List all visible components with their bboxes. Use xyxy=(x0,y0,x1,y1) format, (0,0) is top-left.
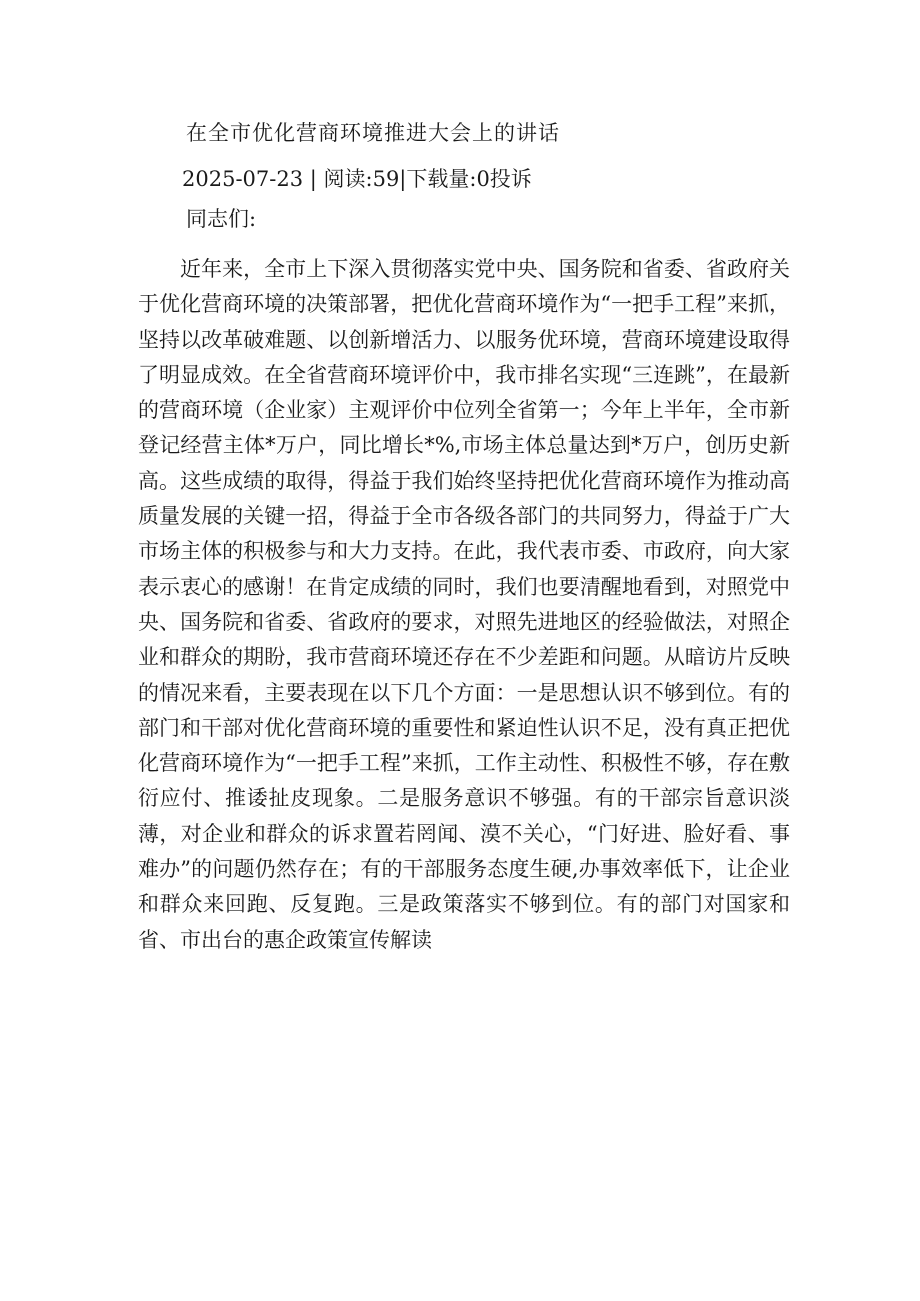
document-meta: 2025-07-23 | 阅读:59|下载量:0投诉 xyxy=(182,167,532,191)
body-paragraph: 近年来，全市上下深入贯彻落实党中央、国务院和省委、省政府关于优化营商环境的决策部署，把优化营商环境作为“一把手工程”来抓，坚持以改革破难题、以创新增活力、以服务优环境，营商环境建设取得了明显成效。在全省营商环境评价中，我市排名实现“三连跳”，在最新的营商环境（企业家）主观评价中位列全省第一；今年上半年，全市新登记经营主体*万户，同比增长*%,市场主体总量达到*万户，创历史新高。这些成绩的取得，得益于我们始终坚持把优化营商环境作为推动高质量发展的关键一招，得益于全市各级各部门的共同努力，得益于广大市场主体的积极参与和大力支持。在此，我代表市委、市政府，向大家表示衷心的感谢！在肯定成绩的同时，我们也要清醒地看到，对照党中央、国务院和省委、省政府的要求，对照先进地区的经验做法，对照企业和群众的期盼，我市营商环境还存在不少差距和问题。从暗访片反映的情况来看，主要表现在以下几个方面：一是思想认识不够到位。有的部门和干部对优化营商环境的重要性和紧迫性认识不足，没有真正把优化营商环境作为“一把手工程”来抓，工作主动性、积极性不够，存在敷衍应付、推诿扯皮现象。二是服务意识不够强。有的干部宗旨意识淡薄，对企业和群众的诉求置若罔闻、漠不关心，“门好进、脸好看、事难办”的问题仍然存在；有的干部服务态度生硬,办事效率低下，让企业和群众来回跑、反复跑。三是政策落实不够到位。有的部门对国家和省、市出台的惠企政策宣传解读 xyxy=(138,257,790,952)
document-title: 在全市优化营商环境推进大会上的讲话 xyxy=(186,121,560,145)
greeting: 同志们: xyxy=(186,207,257,231)
